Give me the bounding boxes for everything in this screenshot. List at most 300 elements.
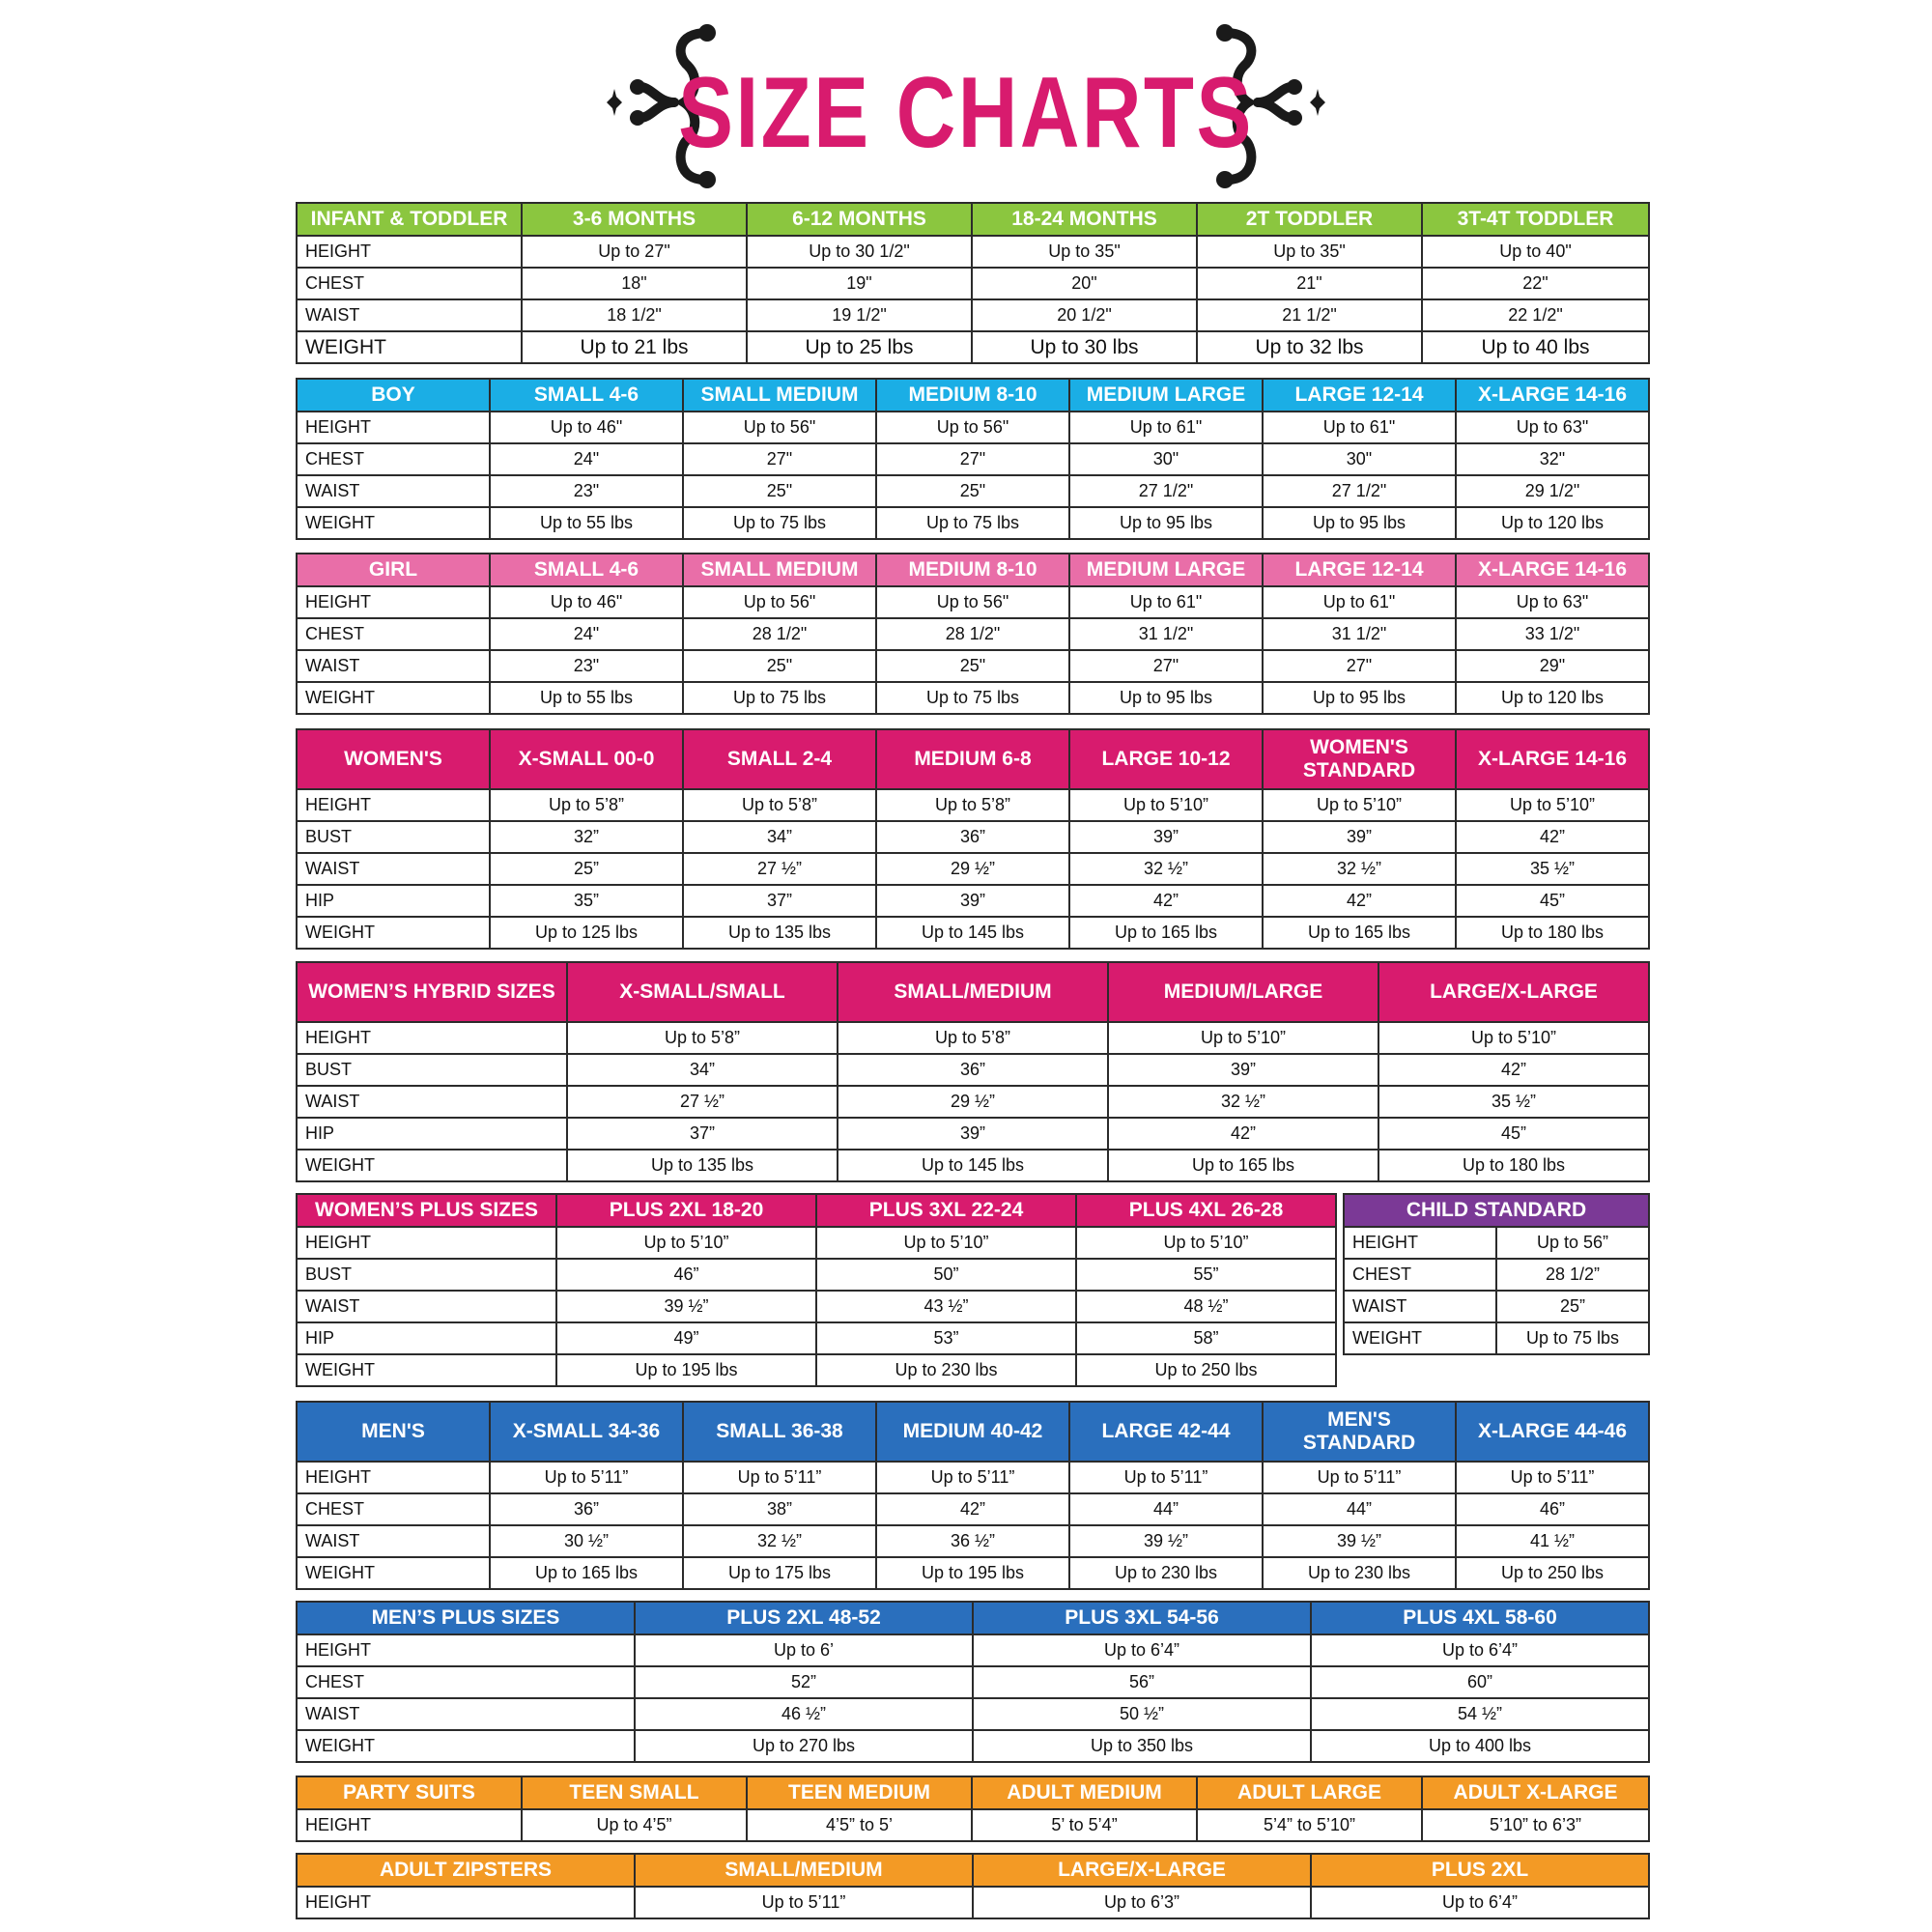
table-row	[297, 1291, 1336, 1322]
measurement-value: Up to 61"	[1263, 412, 1456, 443]
measurement-value: 25"	[683, 475, 876, 507]
measurement-value: 45”	[1378, 1118, 1649, 1150]
measurement-value: 29 ½”	[838, 1086, 1108, 1118]
measurement-value: 27"	[1069, 650, 1263, 682]
measurement-value: 58”	[1076, 1322, 1336, 1354]
size-column-header: PLUS 4XL 58-60	[1311, 1602, 1649, 1634]
measurement-value: Up to 5’8”	[683, 789, 876, 821]
measurement-value: Up to 5’10”	[556, 1227, 816, 1259]
measurement-value: 5’ to 5’4”	[972, 1809, 1197, 1841]
table-row	[1344, 1291, 1649, 1322]
measurement-value: Up to 95 lbs	[1263, 682, 1456, 714]
measurement-label: CHEST	[297, 1493, 490, 1525]
measurement-value: 29 1/2"	[1456, 475, 1649, 507]
table-row	[297, 236, 1649, 268]
measurement-value: 32”	[490, 821, 683, 853]
table-title: GIRL	[297, 554, 490, 586]
measurement-label: HEIGHT	[297, 586, 490, 618]
header-row	[1344, 1194, 1649, 1227]
measurement-value: 28 1/2"	[683, 618, 876, 650]
measurement-value: Up to 5’8”	[490, 789, 683, 821]
measurement-value: Up to 25 lbs	[747, 331, 972, 363]
table-title: WOMEN’S PLUS SIZES	[297, 1194, 556, 1227]
measurement-label: WEIGHT	[297, 1150, 567, 1181]
table-row	[297, 475, 1649, 507]
measurement-value: Up to 5’10”	[1456, 789, 1649, 821]
measurement-value: Up to 61"	[1069, 586, 1263, 618]
measurement-value: Up to 125 lbs	[490, 917, 683, 949]
measurement-value: 28 1/2"	[876, 618, 1069, 650]
measurement-value: Up to 63"	[1456, 586, 1649, 618]
measurement-value: 39”	[1108, 1054, 1378, 1086]
measurement-value: 20 1/2"	[972, 299, 1197, 331]
table-row	[297, 1730, 1649, 1762]
measurement-value: Up to 27"	[522, 236, 747, 268]
measurement-value: Up to 180 lbs	[1378, 1150, 1649, 1181]
measurement-value: 42”	[1108, 1118, 1378, 1150]
table-row	[1344, 1227, 1649, 1259]
header-row	[297, 379, 1649, 412]
measurement-label: WAIST	[297, 475, 490, 507]
measurement-value: 18 1/2"	[522, 299, 747, 331]
measurement-value: Up to 180 lbs	[1456, 917, 1649, 949]
table-row	[297, 331, 1649, 363]
measurement-label: WAIST	[297, 1698, 635, 1730]
table-row	[297, 885, 1649, 917]
mens-table	[296, 1401, 1650, 1590]
header-row	[297, 1854, 1649, 1887]
measurement-value: 32 ½”	[683, 1525, 876, 1557]
measurement-label: BUST	[297, 821, 490, 853]
measurement-label: HEIGHT	[297, 1887, 635, 1918]
measurement-value: Up to 55 lbs	[490, 682, 683, 714]
measurement-value: Up to 270 lbs	[635, 1730, 973, 1762]
measurement-value: Up to 95 lbs	[1069, 682, 1263, 714]
measurement-value: 39”	[1069, 821, 1263, 853]
header-row	[297, 962, 1649, 1022]
measurement-value: 23"	[490, 650, 683, 682]
size-column-header: SMALL 4-6	[490, 554, 683, 586]
table-row	[297, 682, 1649, 714]
measurement-label: HEIGHT	[297, 1022, 567, 1054]
boy-table	[296, 378, 1650, 540]
measurement-value: Up to 61"	[1263, 586, 1456, 618]
measurement-value: 27 ½”	[683, 853, 876, 885]
measurement-value: Up to 230 lbs	[1263, 1557, 1456, 1589]
adult-zipsters-table	[296, 1853, 1650, 1919]
size-column-header: 3-6 MONTHS	[522, 203, 747, 236]
measurement-value: 49”	[556, 1322, 816, 1354]
measurement-value: Up to 75 lbs	[1496, 1322, 1649, 1354]
measurement-value: 20"	[972, 268, 1197, 299]
measurement-label: WEIGHT	[297, 1557, 490, 1589]
measurement-value: Up to 165 lbs	[490, 1557, 683, 1589]
measurement-label: WAIST	[297, 1086, 567, 1118]
size-column-header: MEDIUM LARGE	[1069, 554, 1263, 586]
size-column-header: TEEN SMALL	[522, 1776, 747, 1809]
measurement-label: WEIGHT	[297, 917, 490, 949]
measurement-value: Up to 145 lbs	[838, 1150, 1108, 1181]
size-column-header: LARGE 12-14	[1263, 379, 1456, 412]
measurement-value: Up to 230 lbs	[1069, 1557, 1263, 1589]
measurement-value: 24"	[490, 443, 683, 475]
measurement-value: 35 ½”	[1378, 1086, 1649, 1118]
size-column-header: LARGE/X-LARGE	[1378, 962, 1649, 1022]
measurement-value: 24"	[490, 618, 683, 650]
size-column-header: ADULT MEDIUM	[972, 1776, 1197, 1809]
size-column-header: SMALL MEDIUM	[683, 379, 876, 412]
measurement-value: Up to 135 lbs	[683, 917, 876, 949]
measurement-value: Up to 5’11”	[876, 1462, 1069, 1493]
table-row	[297, 618, 1649, 650]
size-column-header: MEDIUM LARGE	[1069, 379, 1263, 412]
table-row	[297, 650, 1649, 682]
table-row	[297, 821, 1649, 853]
measurement-value: 29 ½”	[876, 853, 1069, 885]
size-column-header: PLUS 2XL 18-20	[556, 1194, 816, 1227]
measurement-value: Up to 75 lbs	[876, 507, 1069, 539]
measurement-value: 27 ½”	[567, 1086, 838, 1118]
measurement-value: Up to 250 lbs	[1456, 1557, 1649, 1589]
measurement-value: Up to 75 lbs	[876, 682, 1069, 714]
size-column-header: SMALL/MEDIUM	[635, 1854, 973, 1887]
measurement-value: 56”	[973, 1666, 1311, 1698]
measurement-value: 27"	[1263, 650, 1456, 682]
child-standard-table	[1343, 1193, 1650, 1355]
header-row	[297, 1602, 1649, 1634]
measurement-value: Up to 21 lbs	[522, 331, 747, 363]
measurement-value: 42”	[1378, 1054, 1649, 1086]
table-row	[297, 1086, 1649, 1118]
measurement-value: 42”	[1069, 885, 1263, 917]
measurement-value: Up to 5’8”	[838, 1022, 1108, 1054]
measurement-label: WAIST	[297, 853, 490, 885]
measurement-label: HIP	[297, 1118, 567, 1150]
header-row	[297, 203, 1649, 236]
measurement-value: Up to 63"	[1456, 412, 1649, 443]
measurement-value: 4’5” to 5’	[747, 1809, 972, 1841]
header-row	[297, 729, 1649, 789]
measurement-value: Up to 56"	[683, 412, 876, 443]
table-row	[297, 507, 1649, 539]
measurement-label: WEIGHT	[297, 1730, 635, 1762]
measurement-value: Up to 61"	[1069, 412, 1263, 443]
measurement-value: 33 1/2"	[1456, 618, 1649, 650]
measurement-value: Up to 165 lbs	[1108, 1150, 1378, 1181]
size-column-header: WOMEN'S STANDARD	[1263, 729, 1456, 789]
measurement-value: 31 1/2"	[1069, 618, 1263, 650]
measurement-value: 27"	[683, 443, 876, 475]
size-column-header: 6-12 MONTHS	[747, 203, 972, 236]
measurement-value: 19 1/2"	[747, 299, 972, 331]
size-column-header: PLUS 3XL 54-56	[973, 1602, 1311, 1634]
table-row	[297, 789, 1649, 821]
measurement-label: HEIGHT	[297, 1634, 635, 1666]
measurement-value: 23"	[490, 475, 683, 507]
measurement-value: 18"	[522, 268, 747, 299]
measurement-value: 36”	[490, 1493, 683, 1525]
size-column-header: MEN'S STANDARD	[1263, 1402, 1456, 1462]
table-row	[297, 412, 1649, 443]
measurement-value: Up to 35"	[972, 236, 1197, 268]
table-row	[1344, 1259, 1649, 1291]
measurement-value: Up to 6’	[635, 1634, 973, 1666]
measurement-value: Up to 5’11”	[683, 1462, 876, 1493]
table-row	[297, 1227, 1336, 1259]
table-title: MEN'S	[297, 1402, 490, 1462]
measurement-value: 27"	[876, 443, 1069, 475]
measurement-value: 5’10” to 6’3”	[1422, 1809, 1649, 1841]
measurement-label: CHEST	[297, 443, 490, 475]
mens-plus-table	[296, 1601, 1650, 1763]
measurement-label: HEIGHT	[297, 236, 522, 268]
measurement-value: Up to 56"	[683, 586, 876, 618]
measurement-value: 48 ½”	[1076, 1291, 1336, 1322]
title-banner	[0, 17, 1932, 196]
measurement-value: 39”	[838, 1118, 1108, 1150]
measurement-label: WAIST	[1344, 1291, 1496, 1322]
measurement-label: CHEST	[1344, 1259, 1496, 1291]
table-title: BOY	[297, 379, 490, 412]
measurement-value: 46 ½”	[635, 1698, 973, 1730]
size-column-header: PLUS 2XL	[1311, 1854, 1649, 1887]
measurement-label: HIP	[297, 885, 490, 917]
measurement-value: 46”	[556, 1259, 816, 1291]
table-row	[297, 1118, 1649, 1150]
measurement-value: Up to 5’10”	[1378, 1022, 1649, 1054]
measurement-value: 54 ½”	[1311, 1698, 1649, 1730]
size-column-header: X-LARGE 14-16	[1456, 729, 1649, 789]
measurement-value: Up to 56"	[876, 412, 1069, 443]
measurement-value: 50 ½”	[973, 1698, 1311, 1730]
measurement-value: 22"	[1422, 268, 1649, 299]
measurement-value: 53”	[816, 1322, 1076, 1354]
measurement-value: Up to 46"	[490, 412, 683, 443]
measurement-value: 37”	[567, 1118, 838, 1150]
womens-table	[296, 728, 1650, 950]
size-column-header: PLUS 2XL 48-52	[635, 1602, 973, 1634]
measurement-value: Up to 5’10”	[1076, 1227, 1336, 1259]
table-row	[297, 586, 1649, 618]
size-column-header: TEEN MEDIUM	[747, 1776, 972, 1809]
measurement-value: Up to 175 lbs	[683, 1557, 876, 1589]
measurement-label: WEIGHT	[297, 682, 490, 714]
measurement-value: Up to 165 lbs	[1069, 917, 1263, 949]
measurement-value: 36 ½”	[876, 1525, 1069, 1557]
measurement-label: WAIST	[297, 299, 522, 331]
measurement-value: Up to 56"	[876, 586, 1069, 618]
measurement-value: 42”	[1456, 821, 1649, 853]
measurement-value: 35”	[490, 885, 683, 917]
measurement-label: WAIST	[297, 1525, 490, 1557]
measurement-value: 39 ½”	[1069, 1525, 1263, 1557]
size-column-header: SMALL 4-6	[490, 379, 683, 412]
measurement-value: Up to 195 lbs	[556, 1354, 816, 1386]
measurement-value: 44”	[1263, 1493, 1456, 1525]
header-row	[297, 554, 1649, 586]
size-column-header: MEDIUM 40-42	[876, 1402, 1069, 1462]
size-column-header: 3T-4T TODDLER	[1422, 203, 1649, 236]
table-row	[297, 1462, 1649, 1493]
measurement-value: 22 1/2"	[1422, 299, 1649, 331]
header-row	[297, 1194, 1336, 1227]
measurement-label: HEIGHT	[297, 1809, 522, 1841]
measurement-label: WEIGHT	[1344, 1322, 1496, 1354]
measurement-value: Up to 30 1/2"	[747, 236, 972, 268]
size-column-header: ADULT X-LARGE	[1422, 1776, 1649, 1809]
size-column-header: X-SMALL 34-36	[490, 1402, 683, 1462]
measurement-value: Up to 250 lbs	[1076, 1354, 1336, 1386]
measurement-value: Up to 75 lbs	[683, 682, 876, 714]
table-row	[297, 1809, 1649, 1841]
measurement-value: 32 ½”	[1069, 853, 1263, 885]
measurement-value: 21 1/2"	[1197, 299, 1422, 331]
measurement-value: 46”	[1456, 1493, 1649, 1525]
measurement-value: 28 1/2”	[1496, 1259, 1649, 1291]
measurement-value: 27 1/2"	[1069, 475, 1263, 507]
size-column-header: PLUS 3XL 22-24	[816, 1194, 1076, 1227]
measurement-value: Up to 4’5”	[522, 1809, 747, 1841]
measurement-value: 25”	[1496, 1291, 1649, 1322]
table-row	[297, 917, 1649, 949]
measurement-value: 5’4” to 5’10”	[1197, 1809, 1422, 1841]
measurement-value: Up to 120 lbs	[1456, 507, 1649, 539]
measurement-value: Up to 350 lbs	[973, 1730, 1311, 1762]
measurement-value: 30"	[1069, 443, 1263, 475]
measurement-label: WAIST	[297, 1291, 556, 1322]
measurement-value: 60”	[1311, 1666, 1649, 1698]
measurement-value: Up to 6’4”	[1311, 1887, 1649, 1918]
size-column-header: SMALL MEDIUM	[683, 554, 876, 586]
size-column-header: LARGE 10-12	[1069, 729, 1263, 789]
measurement-value: 25”	[490, 853, 683, 885]
measurement-label: HEIGHT	[297, 789, 490, 821]
girl-table	[296, 553, 1650, 715]
table-row	[297, 299, 1649, 331]
measurement-value: Up to 6’4”	[1311, 1634, 1649, 1666]
table-row	[297, 268, 1649, 299]
measurement-value: 50”	[816, 1259, 1076, 1291]
size-column-header: X-LARGE 44-46	[1456, 1402, 1649, 1462]
measurement-value: 25"	[876, 650, 1069, 682]
measurement-value: 25"	[683, 650, 876, 682]
measurement-value: 29"	[1456, 650, 1649, 682]
table-row	[1344, 1322, 1649, 1354]
measurement-value: Up to 75 lbs	[683, 507, 876, 539]
table-title: PARTY SUITS	[297, 1776, 522, 1809]
measurement-label: CHEST	[297, 1666, 635, 1698]
measurement-value: 32 ½”	[1108, 1086, 1378, 1118]
table-row	[297, 1887, 1649, 1918]
measurement-value: 32 ½”	[1263, 853, 1456, 885]
size-column-header: X-LARGE 14-16	[1456, 554, 1649, 586]
size-column-header: MEDIUM 8-10	[876, 379, 1069, 412]
measurement-value: Up to 56”	[1496, 1227, 1649, 1259]
measurement-value: Up to 400 lbs	[1311, 1730, 1649, 1762]
measurement-value: Up to 40 lbs	[1422, 331, 1649, 363]
size-column-header: SMALL 36-38	[683, 1402, 876, 1462]
measurement-value: Up to 120 lbs	[1456, 682, 1649, 714]
size-column-header: MEDIUM 6-8	[876, 729, 1069, 789]
page-title: SIZE CHARTS	[678, 57, 1254, 169]
size-column-header: ADULT LARGE	[1197, 1776, 1422, 1809]
measurement-value: 42”	[876, 1493, 1069, 1525]
measurement-value: Up to 135 lbs	[567, 1150, 838, 1181]
measurement-value: Up to 5’10”	[816, 1227, 1076, 1259]
measurement-value: Up to 6’3”	[973, 1887, 1311, 1918]
measurement-value: 31 1/2"	[1263, 618, 1456, 650]
table-row	[297, 1354, 1336, 1386]
measurement-value: 43 ½”	[816, 1291, 1076, 1322]
measurement-value: 55”	[1076, 1259, 1336, 1291]
header-row	[297, 1776, 1649, 1809]
measurement-value: 39 ½”	[556, 1291, 816, 1322]
table-row	[297, 1259, 1336, 1291]
measurement-label: HEIGHT	[297, 1227, 556, 1259]
table-title: WOMEN’S HYBRID SIZES	[297, 962, 567, 1022]
table-row	[297, 1150, 1649, 1181]
table-row	[297, 1322, 1336, 1354]
measurement-label: WEIGHT	[297, 507, 490, 539]
measurement-value: 41 ½”	[1456, 1525, 1649, 1557]
measurement-value: Up to 35"	[1197, 236, 1422, 268]
table-row	[297, 1493, 1649, 1525]
measurement-value: Up to 230 lbs	[816, 1354, 1076, 1386]
measurement-label: CHEST	[297, 618, 490, 650]
measurement-value: 52”	[635, 1666, 973, 1698]
table-row	[297, 1022, 1649, 1054]
measurement-value: Up to 6’4”	[973, 1634, 1311, 1666]
measurement-value: 21"	[1197, 268, 1422, 299]
measurement-value: Up to 30 lbs	[972, 331, 1197, 363]
measurement-value: 30"	[1263, 443, 1456, 475]
measurement-value: 25"	[876, 475, 1069, 507]
measurement-value: 30 ½”	[490, 1525, 683, 1557]
measurement-label: BUST	[297, 1259, 556, 1291]
measurement-value: 37”	[683, 885, 876, 917]
size-column-header: SMALL/MEDIUM	[838, 962, 1108, 1022]
measurement-value: 39”	[1263, 821, 1456, 853]
measurement-value: Up to 165 lbs	[1263, 917, 1456, 949]
measurement-label: HEIGHT	[1344, 1227, 1496, 1259]
table-row	[297, 1557, 1649, 1589]
size-column-header: LARGE/X-LARGE	[973, 1854, 1311, 1887]
measurement-value: Up to 5’10”	[1069, 789, 1263, 821]
party-suits-table	[296, 1776, 1650, 1842]
measurement-value: 36”	[838, 1054, 1108, 1086]
measurement-value: Up to 5’11”	[1456, 1462, 1649, 1493]
measurement-value: 19"	[747, 268, 972, 299]
measurement-value: Up to 5’11”	[1263, 1462, 1456, 1493]
measurement-value: Up to 5’8”	[876, 789, 1069, 821]
measurement-value: Up to 95 lbs	[1069, 507, 1263, 539]
measurement-value: 35 ½”	[1456, 853, 1649, 885]
size-column-header: 18-24 MONTHS	[972, 203, 1197, 236]
womens-hybrid-table	[296, 961, 1650, 1182]
measurement-value: 34”	[567, 1054, 838, 1086]
table-row	[297, 1525, 1649, 1557]
measurement-value: Up to 46"	[490, 586, 683, 618]
size-column-header: PLUS 4XL 26-28	[1076, 1194, 1336, 1227]
header-row	[297, 1402, 1649, 1462]
size-column-header: X-SMALL/SMALL	[567, 962, 838, 1022]
measurement-value: Up to 195 lbs	[876, 1557, 1069, 1589]
measurement-value: Up to 32 lbs	[1197, 331, 1422, 363]
measurement-value: Up to 145 lbs	[876, 917, 1069, 949]
table-row	[297, 1666, 1649, 1698]
measurement-value: 27 1/2"	[1263, 475, 1456, 507]
table-row	[297, 1634, 1649, 1666]
